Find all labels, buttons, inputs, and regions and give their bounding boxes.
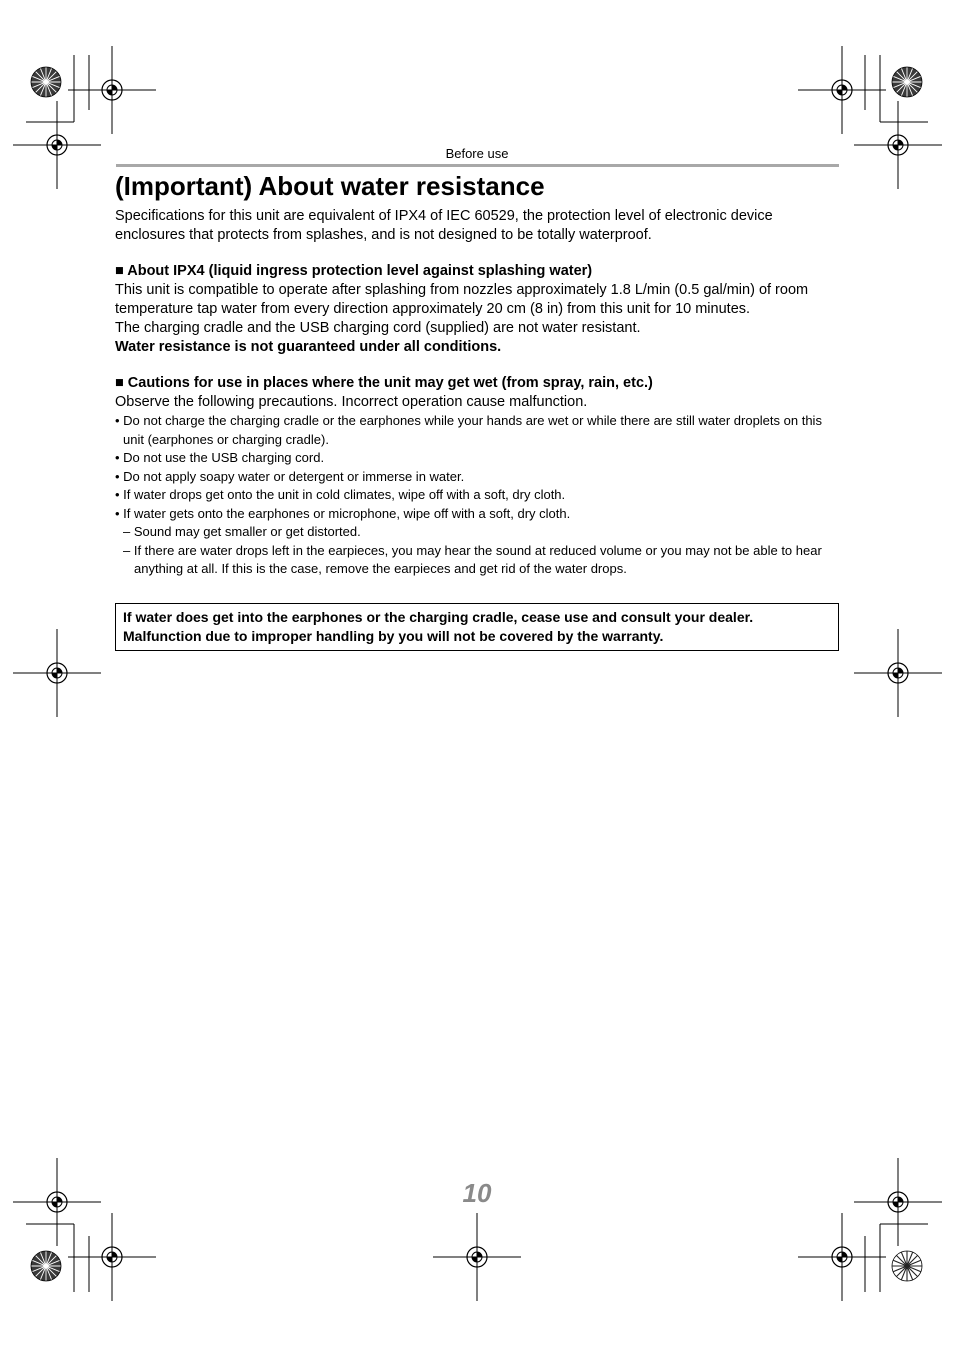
ipx4-heading: ■ About IPX4 (liquid ingress protection level against splashing water) xyxy=(115,263,593,279)
cradle-note: The charging cradle and the USB charging cord (supplied) are not water resistant. xyxy=(115,320,641,336)
effects-list xyxy=(115,523,841,579)
page-title: (Important) About water resistance xyxy=(115,171,545,201)
page-number: 10 xyxy=(462,1178,492,1208)
guarantee-note: Water resistance is not guaranteed under all conditions. xyxy=(115,339,502,355)
list-item: – If there are water drops left in the earpieces, you may hear the sound at reduced volume or you may not be able to hear anything at all. If this is the case, remove the earpieces and get rid of the water drops. xyxy=(123,542,822,576)
cautions-list xyxy=(115,412,841,523)
list-item: • If water gets onto the earphones or microphone, wipe off with a soft, dry cloth. xyxy=(115,505,571,521)
warranty-warning-box xyxy=(115,603,839,651)
warning-line: Malfunction due to improper handling by you will not be covered by the warranty. xyxy=(123,627,664,644)
main-content xyxy=(115,207,841,579)
list-item: • Do not use the USB charging cord. xyxy=(115,450,325,465)
warning-line: If water does get into the earphones or the charging cradle, cease use and consult your dealer. xyxy=(123,609,754,625)
list-item: – Sound may get smaller or get distorted. xyxy=(123,524,361,539)
header-rule xyxy=(116,164,839,167)
list-item: • If water drops get onto the unit in cold climates, wipe off with a soft, dry cloth. xyxy=(115,487,566,502)
section-label: Before use xyxy=(445,146,509,161)
list-item: • Do not apply soapy water or detergent or immerse in water. xyxy=(115,468,465,484)
list-item: • Do not charge the charging cradle or the earphones while your hands are wet or while there are still water droplets on this unit (earphones or charging cradle). xyxy=(115,413,822,447)
cautions-heading: ■ Cautions for use in places where the unit may get wet (from spray, rain, etc.) xyxy=(115,375,653,391)
ipx4-body: This unit is compatible to operate after splashing from nozzles approximately 1.8 L/min (0.5 gal/min) of room temperature tap water from every direction approximately 20 cm (8 in) from this unit for 10 minutes. xyxy=(115,282,809,317)
cautions-intro: Observe the following precautions. Incorrect operation cause malfunction. xyxy=(115,394,588,410)
intro-paragraph: Specifications for this unit are equivalent of IPX4 of IEC 60529, the protection level of electronic device enclosures that protects from splashes, and is not designed to be totally waterproof. xyxy=(115,208,773,243)
